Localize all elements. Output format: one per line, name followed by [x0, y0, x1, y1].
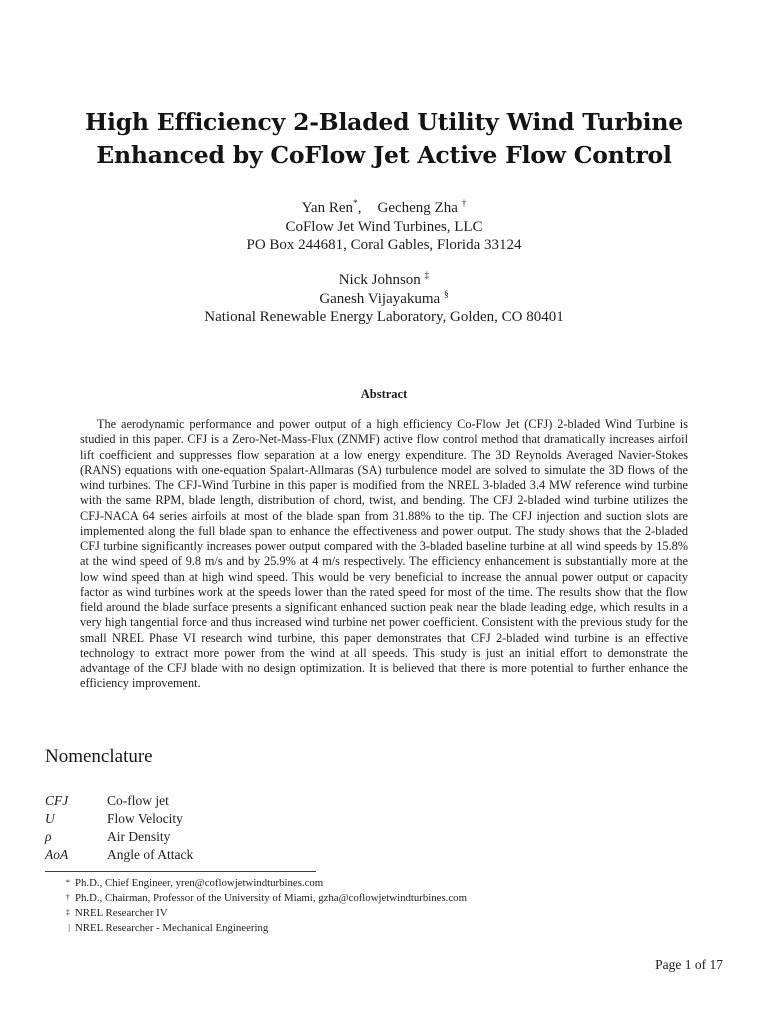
footnote-mark: † [65, 892, 70, 903]
author-block-2 [40, 271, 728, 327]
title-line-1: High Efficiency 2-Bladed Utility Wind Turbine [84, 108, 684, 136]
nomenclature-symbol: AoA [45, 847, 69, 862]
nomenclature-symbol: U [45, 811, 55, 826]
title-line-2: Enhanced by CoFlow Jet Active Flow Control [96, 141, 672, 169]
page-number: Page 1 of 17 [655, 957, 723, 972]
nomenclature-symbol: CFJ [45, 793, 69, 808]
nomenclature-definition: Co-flow jet [107, 793, 169, 808]
footnote-mark: † [461, 199, 467, 209]
nomenclature-symbol: ρ [45, 829, 52, 844]
footnote-item [45, 921, 705, 936]
footnote-item [45, 876, 705, 891]
footnote-item [45, 906, 705, 921]
nomenclature-item [45, 846, 445, 864]
nomenclature-definition: Angle of Attack [107, 847, 194, 862]
abstract-heading: Abstract [360, 387, 408, 401]
nomenclature-item [45, 828, 445, 846]
nomenclature-heading: Nomenclature [45, 746, 153, 767]
nomenclature-definition: Flow Velocity [107, 811, 183, 826]
footnote-text: Ph.D., Chief Engineer, yren@coflowjetwindturbines.com [75, 877, 324, 889]
paper-title [40, 106, 728, 172]
footnote-divider [45, 871, 316, 872]
nomenclature-item [45, 810, 445, 828]
footnote-text: Ph.D., Chairman, Professor of the University of Miami, gzha@coflowjetwindturbines.com [75, 892, 467, 905]
author-name: Yan Ren [301, 200, 353, 216]
footnotes [45, 876, 705, 936]
footnote-mark: ‡ [424, 271, 430, 281]
affiliation: National Renewable Energy Laboratory, Golden, CO 80401 [204, 309, 564, 325]
footnote-text: NREL Researcher IV [75, 907, 168, 920]
author-block-1 [40, 199, 728, 255]
abstract-body: The aerodynamic performance and power output of a high efficiency Co-Flow Jet (CFJ) 2-bladed Wind Turbine is studied in this paper. CFJ is a Zero-Net-Mass-Flux (ZNMF) active flow control method that dramatically increases airfoil lift coefficient and suppresses flow separation at a low energy expenditure. The 3D Reynolds Averaged Navier-Stokes (RANS) equations with one-equation Spalart-Allmaras (SA) turbulence model are solved to simulate the 3D flows of the wind turbines. The CFJ-Wind Turbine in this paper is modified from the NREL 3-bladed 3.4 MW reference wind turbine with the same RPM, blade length, distribution of chord, twist, and bending. The CFJ 2-bladed wind turbine utilizes the CFJ-NACA 64 series airfoils at most of the blade span from 31.88% to the tip. The CFJ injection and suction slots are implemented along the full blade span to enhance the effectiveness and power output. The study shows that the 2-bladed CFJ turbine significantly increases power output compared with the 3-bladed baseline turbine at all wind speeds by 15.8% at the wind speed of 9.8 m/s and by 25.9% at 4 m/s respectively. The efficiency enhancement is substantially more at the low wind speed than at high wind speed. This would be very beneficial to increase the annual power output or capacity factor as wind turbines work at the speeds lower than the rated speed for most of the time. The results show that the flow field around the blade surface presents a significant enhanced suction peak near the blade leading edge, which results in a very high tangential force and thus increased wind turbine net power coefficient. Consistent with the previous study for the small NREL Phase VI research wind turbine, this paper demonstrates that CFJ 2-bladed wind turbine is an effective technology to extract more power from the wind at all speeds. This study is just an initial effort to demonstrate the advantage of the CFJ blade with no design optimization. It is believed that there is more potential to further enhance the efficiency improvement. [80, 417, 688, 691]
nomenclature-item [45, 792, 445, 810]
footnote-mark: | [68, 922, 70, 933]
affiliation: CoFlow Jet Wind Turbines, LLC [285, 218, 483, 235]
footnote-mark: ‡ [65, 907, 70, 918]
author-name: Nick Johnson [338, 272, 421, 288]
author-name: Gecheng Zha [377, 200, 458, 216]
footnote-item [45, 891, 705, 906]
nomenclature-definition: Air Density [107, 829, 171, 844]
address: PO Box 244681, Coral Gables, Florida 33124 [246, 237, 522, 253]
footnote-text: NREL Researcher - Mechanical Engineering [75, 922, 269, 935]
author-name: Ganesh Vijayakuma [319, 290, 441, 307]
footnote-mark: * [65, 877, 70, 887]
author-separator: , [357, 200, 362, 216]
footnote-mark: * [353, 199, 358, 209]
footnote-mark: § [443, 289, 449, 300]
author-names-line-1 [40, 199, 728, 218]
nomenclature-list [45, 792, 445, 864]
